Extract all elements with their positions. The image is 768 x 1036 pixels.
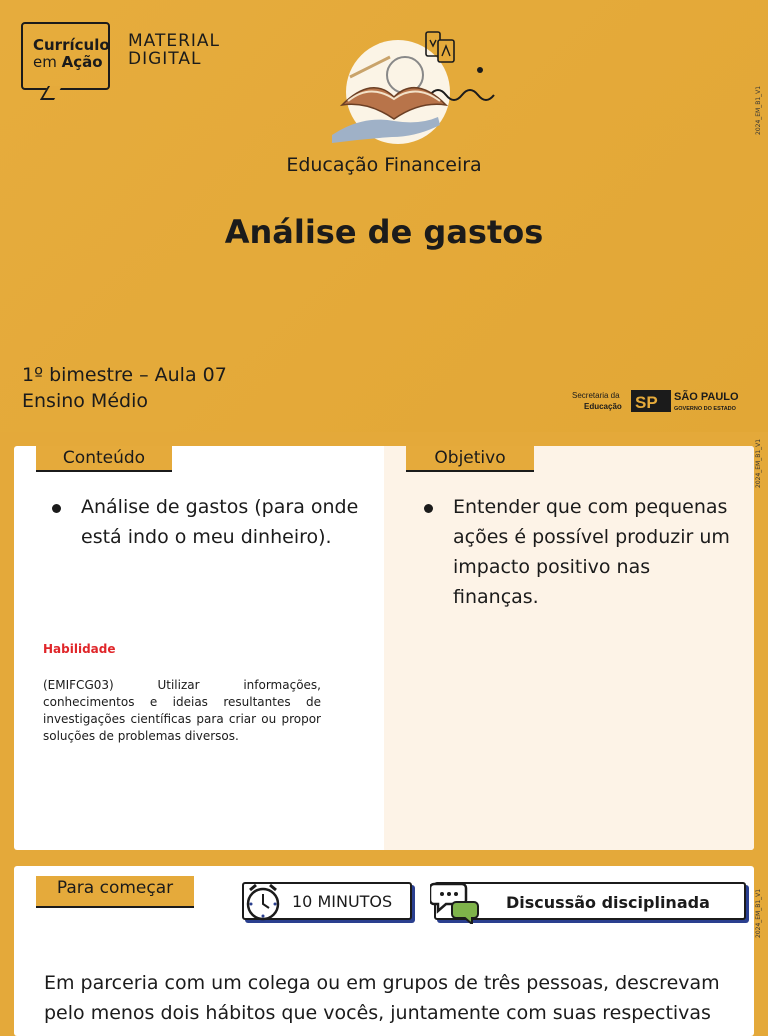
sao-paulo-government-logo — [572, 388, 750, 414]
activity-badge — [434, 882, 746, 920]
device-icon — [424, 30, 458, 66]
lesson-number: 1º bimestre – Aula 07 — [22, 364, 227, 386]
svg-text:Educação: Educação — [584, 402, 622, 411]
subject-heading: Educação Financeira — [286, 154, 482, 176]
alarm-clock-icon — [242, 880, 284, 924]
activity-label: Discussão disciplinada — [506, 893, 710, 912]
skill-label: Habilidade — [43, 642, 116, 656]
svg-text:Secretaria da: Secretaria da — [572, 391, 620, 400]
tab-objetivo: Objetivo — [406, 446, 534, 472]
side-code: 2024_EM_B1_V1 — [755, 888, 762, 938]
lesson-meta — [22, 362, 227, 414]
tab-conteudo: Conteúdo — [36, 446, 172, 472]
page-title: Análise de gastos — [224, 213, 544, 251]
side-code: 2024_EM_B1_V1 — [755, 438, 762, 488]
material-digital-logo: MATERIAL DIGITAL — [128, 31, 221, 69]
activity-instructions: Em parceria com um colega ou em grupos de três pessoas, descrevam pelo menos dois hábitos que vocês, juntamente com suas respectivas — [44, 972, 720, 1024]
bullet-dot — [424, 504, 433, 513]
svg-text:SÃO PAULO: SÃO PAULO — [674, 391, 739, 403]
bullet-dot — [52, 504, 61, 513]
school-level: Ensino Médio — [22, 390, 148, 412]
curriculo-em-acao-logo — [21, 22, 110, 90]
chat-bubbles-icon — [430, 878, 482, 924]
skill-text: (EMIFCG03) Utilizar informações, conhecimentos e ideias resultantes de investigações científicas para criar ou propor soluções de problemas diversos. — [43, 678, 321, 743]
side-code: 2024_EM_B1_V1 — [755, 85, 762, 135]
content-slide: Conteúdo Objetivo Análise de gastos (para onde está indo o meu dinheiro). Entender que com pequenas ações é possível produzir um impacto positivo nas finanças. Habilidade (EMIFCG03) Utilizar informações, conhecimentos e ideias resultantes de investigações científicas para criar ou propor soluções de problemas diversos. — [14, 446, 754, 850]
time-label: 10 MINUTOS — [292, 892, 393, 911]
book-hand-illustration — [330, 35, 515, 145]
svg-text:GOVERNO DO ESTADO: GOVERNO DO ESTADO — [674, 406, 736, 412]
logo-line2: em Ação — [33, 53, 103, 71]
tab-para-comecar: Para começar — [36, 876, 194, 908]
cover-slide — [0, 0, 768, 432]
start-slide — [14, 866, 754, 1036]
logo-line1: Currículo — [33, 36, 110, 54]
time-badge — [242, 882, 412, 920]
svg-text:SP: SP — [635, 393, 658, 412]
